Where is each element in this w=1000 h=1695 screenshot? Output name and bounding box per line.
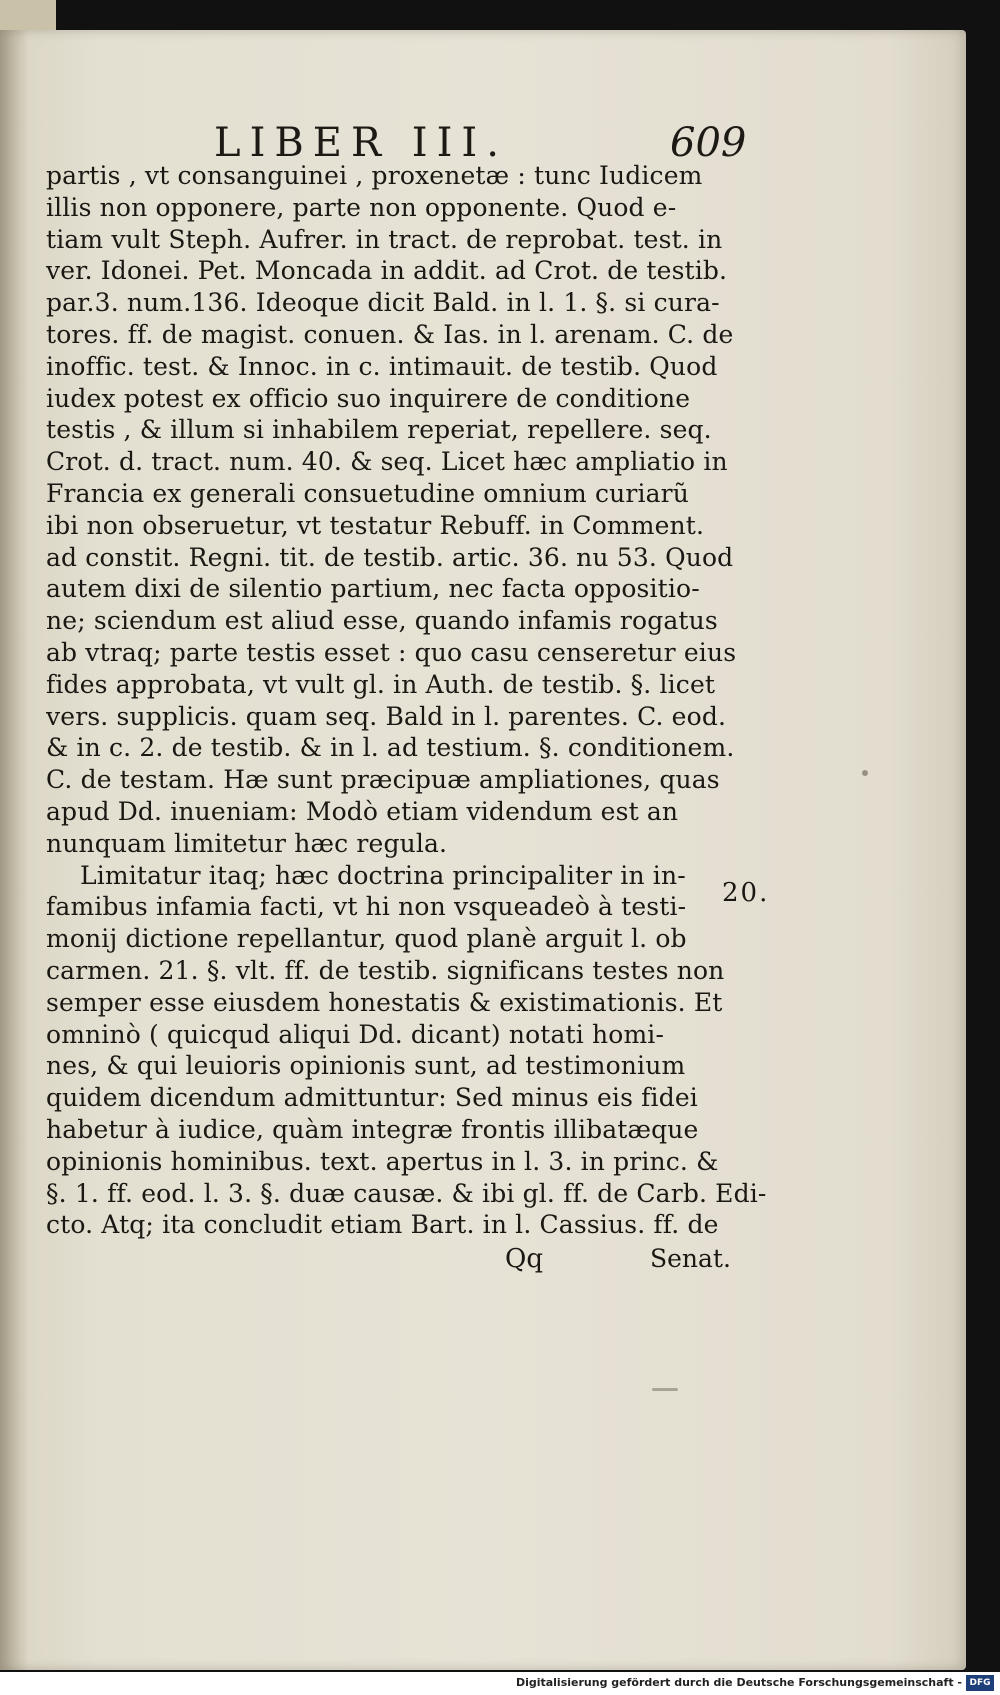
text-line: illis non opponere, parte non opponente. Quod e- [46, 192, 677, 222]
catchword: Senat. [650, 1244, 731, 1273]
text-line: ver. Idonei. Pet. Moncada in addit. ad Crot. de testib. [46, 256, 728, 286]
dfg-logo: DFG [966, 1675, 994, 1691]
text-line: testis , & illum si inhabilem reperiat, repellere. seq. [46, 415, 712, 445]
text-line: fides approbata, vt vult gl. in Auth. de testib. §. licet [46, 669, 716, 699]
paper-corner [0, 0, 56, 30]
text-line: tores. ff. de magist. conuen. & Ias. in l. arenam. C. de [46, 319, 734, 349]
text-line: Crot. d. tract. num. 40. & seq. Licet hæc ampliatio in [46, 447, 728, 477]
text-line: C. de testam. Hæ sunt præcipuæ ampliationes, quas [46, 765, 720, 795]
text-line: opinionis hominibus. text. apertus in l. 3. in princ. & [46, 1146, 719, 1176]
text-line: famibus infamia facti, vt hi non vsqueadeò à testi- [46, 892, 687, 922]
text-line: cto. Atq; ita concludit etiam Bart. in l. Cassius. ff. de [46, 1210, 719, 1240]
text-line: par.3. num.136. Ideoque dicit Bald. in l. 1. §. si cura- [46, 288, 720, 318]
text-line: monij dictione repellantur, quod planè arguit l. ob [46, 924, 687, 954]
signature-mark: Qq [505, 1244, 543, 1274]
text-line: vers. supplicis. quam seq. Bald in l. parentes. C. eod. [46, 701, 727, 731]
text-line: apud Dd. inueniam: Modò etiam videndum est an [46, 796, 679, 826]
footer-credit: Digitalisierung gefördert durch die Deutsche Forschungsgemeinschaft - [515, 1676, 962, 1689]
text-line: partis , vt consanguinei , proxenetæ : tunc Iudicem [46, 161, 703, 190]
page-number: 609 [670, 120, 747, 166]
body-text [46, 160, 767, 1241]
text-line: ibi non obseruetur, vt testatur Rebuff. in Comment. [46, 510, 705, 540]
paper-speck [862, 770, 868, 776]
running-head-title: LIBER III. [214, 120, 508, 166]
ink-smudge [652, 1388, 678, 1391]
text-line: §. 1. ff. eod. l. 3. §. duæ causæ. & ibi gl. ff. de Carb. Edi- [46, 1178, 767, 1208]
text-line: iudex potest ex officio suo inquirere de conditione [46, 383, 691, 413]
text-line: omninò ( quicqud aliqui Dd. dicant) notati homi- [46, 1019, 665, 1049]
text-line: habetur à iudice, quàm integræ frontis illibatæque [46, 1114, 699, 1144]
digitization-footer [0, 1672, 1000, 1695]
text-line: autem dixi de silentio partium, nec facta oppositio- [46, 574, 700, 604]
text-line: ad constit. Regni. tit. de testib. artic. 36. nu 53. Quod [46, 542, 734, 572]
text-line: quidem dicendum admittuntur: Sed minus eis fidei [46, 1083, 698, 1113]
text-line: carmen. 21. §. vlt. ff. de testib. significans testes non [46, 955, 725, 985]
text-line: tiam vult Steph. Aufrer. in tract. de reprobat. test. in [46, 224, 723, 254]
spine-shadow [0, 30, 28, 1670]
paragraph-start-line: Limitatur itaq; hæc doctrina principaliter in in- [80, 860, 686, 890]
text-line: & in c. 2. de testib. & in l. ad testium. §. conditionem. [46, 733, 735, 763]
text-line: ne; sciendum est aliud esse, quando infamis rogatus [46, 606, 718, 636]
text-line: inoffic. test. & Innoc. in c. intimauit. de testib. Quod [46, 351, 718, 381]
text-line: nes, & qui leuioris opinionis sunt, ad testimonium [46, 1051, 686, 1081]
text-line: semper esse eiusdem honestatis & existimationis. Et [46, 987, 723, 1017]
text-line: nunquam limitetur hæc regula. [46, 828, 448, 858]
text-line: Francia ex generali consuetudine omnium curiarũ [46, 478, 690, 508]
text-line: ab vtraq; parte testis esset : quo casu censeretur eius [46, 637, 737, 667]
margin-note-number: 20. [722, 878, 770, 908]
